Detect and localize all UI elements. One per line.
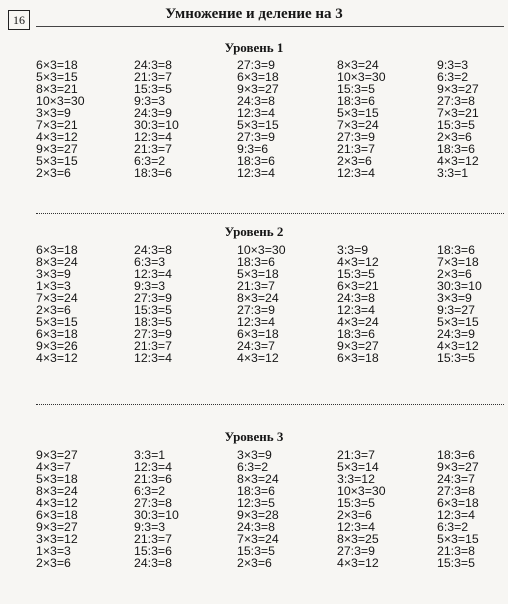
exercise: 8×3=24 [36,255,78,269]
exercise: 5×3=15 [437,315,479,329]
exercise: 24:3=8 [237,520,275,534]
level-1-title: Уровень 1 [224,40,284,55]
exercise: 9×3=28 [237,508,279,522]
exercise: 21:3=7 [134,532,172,546]
exercise: 9×3=27 [337,339,379,353]
exercise: 3:3=1 [134,448,166,462]
exercise: 6×3=18 [36,58,78,72]
exercise: 4×3=12 [36,351,78,365]
level-2-column-3 [237,244,337,364]
exercise: 24:3=8 [237,94,275,108]
exercise: 7×3=24 [36,291,78,305]
exercise: 7×3=21 [36,118,78,132]
exercise: 15:3=5 [337,82,375,96]
exercise: 9×3=27 [237,82,279,96]
section-divider [36,404,504,405]
exercise: 12:3=4 [134,351,172,365]
exercise: 4×3=12 [437,339,479,353]
exercise: 9×3=27 [437,82,479,96]
level-1-column-2 [134,59,237,179]
exercise: 24:3=8 [134,58,172,72]
exercise: 21:3=8 [437,544,475,558]
exercise: 18:3=6 [337,94,375,108]
exercise: 10×3=30 [36,94,85,108]
level-2-column-5 [437,244,498,364]
exercise: 30:3=10 [437,279,482,293]
exercise: 2×3=6 [337,508,372,522]
exercise: 12:3=4 [337,520,375,534]
exercise: 15:3=5 [437,351,475,365]
exercise: 1×3=3 [36,544,71,558]
exercise: 6×3=18 [337,351,379,365]
exercise: 8×3=21 [36,82,78,96]
exercise: 9×3=26 [36,339,78,353]
exercise: 6:3=2 [134,154,166,168]
exercise: 27:3=9 [237,58,275,72]
exercise: 3:3=1 [437,166,469,180]
level-2-column-1 [36,244,134,364]
exercise: 6:3=2 [437,70,469,84]
exercise: 1×3=3 [36,279,71,293]
exercise: 6:3=3 [134,255,166,269]
level-2-column-4 [337,244,437,364]
exercise: 27:3=9 [134,327,172,341]
exercise: 2×3=6 [437,267,472,281]
exercise: 12:3=4 [134,130,172,144]
exercise: 2×3=6 [337,154,372,168]
exercise: 15:3=5 [237,544,275,558]
exercise: 12:3=4 [134,460,172,474]
exercise: 27:3=9 [337,130,375,144]
exercise: 2×3=6 [437,130,472,144]
exercise: 24:3=9 [437,327,475,341]
exercise: 18:3=6 [237,484,275,498]
exercise: 6×3=18 [237,327,279,341]
exercise: 3×3=9 [36,267,71,281]
exercise: 3×3=9 [36,106,71,120]
exercise: 4×3=12 [337,255,379,269]
exercise: 27:3=8 [437,484,475,498]
exercise: 5×3=18 [237,267,279,281]
exercise: 5×3=15 [337,106,379,120]
exercise: 27:3=9 [337,544,375,558]
exercise: 4×3=24 [337,315,379,329]
exercise: 4×3=12 [337,556,379,570]
exercise: 3:3=9 [337,243,369,257]
exercise: 18:3=5 [134,315,172,329]
exercise: 7×3=18 [437,255,479,269]
exercise: 6:3=2 [134,484,166,498]
exercise: 9:3=27 [437,303,475,317]
exercise: 15:3=5 [337,267,375,281]
level-2-title: Уровень 2 [224,224,284,239]
exercise: 2×3=6 [36,556,71,570]
page-title: Умножение и деление на 3 [165,6,343,22]
exercise: 12:3=4 [134,267,172,281]
exercise: 5×3=15 [36,154,78,168]
exercise: 27:3=9 [237,130,275,144]
exercise: 9×3=27 [36,142,78,156]
exercise: 3:3=12 [337,472,375,486]
exercise: 8×3=24 [237,291,279,305]
exercise: 15:3=5 [437,556,475,570]
exercise: 15:3=5 [134,82,172,96]
level-3-column-3 [237,449,337,569]
exercise: 5×3=15 [36,70,78,84]
exercise: 6:3=2 [237,460,269,474]
level-1-column-3 [237,59,337,179]
level-1-exercises [36,59,498,179]
exercise: 5×3=14 [337,460,379,474]
exercise: 18:3=6 [437,448,475,462]
level-3-column-5 [437,449,498,569]
title-rule [36,26,504,27]
exercise: 3×3=9 [237,448,272,462]
level-1-column-4 [337,59,437,179]
exercise: 15:3=5 [337,496,375,510]
exercise: 12:3=5 [237,496,275,510]
level-3-column-2 [134,449,237,569]
exercise: 24:3=7 [437,472,475,486]
exercise: 7×3=21 [437,106,479,120]
exercise: 27:3=8 [134,496,172,510]
level-3-title: Уровень 3 [224,429,284,444]
exercise: 15:3=6 [134,544,172,558]
exercise: 7×3=24 [337,118,379,132]
exercise: 12:3=4 [237,166,275,180]
exercise: 18:3=6 [237,255,275,269]
exercise: 2×3=6 [36,303,71,317]
exercise: 10×3=30 [337,70,386,84]
exercise: 2×3=6 [36,166,71,180]
exercise: 9:3=6 [237,142,269,156]
exercise: 18:3=6 [437,142,475,156]
exercise: 6×3=18 [36,327,78,341]
exercise: 6×3=18 [237,70,279,84]
exercise: 3×3=12 [36,532,78,546]
level-2-column-2 [134,244,237,364]
exercise: 24:3=8 [337,291,375,305]
level-3-exercises [36,449,498,569]
exercise: 18:3=6 [237,154,275,168]
exercise: 9:3=3 [437,58,469,72]
exercise: 27:3=9 [134,291,172,305]
exercise: 5×3=15 [437,532,479,546]
exercise: 24:3=8 [134,243,172,257]
exercise: 5×3=18 [36,472,78,486]
section-divider [36,213,504,214]
exercise: 21:3=7 [134,339,172,353]
exercise: 18:3=6 [437,243,475,257]
page-number: 16 [8,10,30,30]
exercise: 21:3=7 [337,448,375,462]
exercise: 8×3=24 [337,58,379,72]
exercise: 2×3=6 [237,556,272,570]
exercise: 24:3=9 [134,106,172,120]
exercise: 30:3=10 [134,118,179,132]
exercise: 8×3=24 [36,484,78,498]
exercise: 8×3=24 [237,472,279,486]
exercise: 8×3=25 [337,532,379,546]
exercise: 10×3=30 [237,243,286,257]
exercise: 6×3=21 [337,279,379,293]
exercise: 12:3=4 [237,315,275,329]
exercise: 15:3=5 [437,118,475,132]
exercise: 6:3=2 [437,520,469,534]
level-1-column-1 [36,59,134,179]
exercise: 4×3=7 [36,460,71,474]
exercise: 9×3=27 [36,448,78,462]
exercise: 12:3=4 [337,166,375,180]
exercise: 6×3=18 [36,508,78,522]
exercise: 21:3=7 [134,142,172,156]
exercise: 18:3=6 [337,327,375,341]
exercise: 6×3=18 [36,243,78,257]
exercise: 21:3=7 [237,279,275,293]
level-3-column-4 [337,449,437,569]
exercise: 9:3=3 [134,94,166,108]
exercise: 18:3=6 [134,166,172,180]
exercise: 4×3=12 [437,154,479,168]
exercise: 24:3=7 [237,339,275,353]
exercise: 27:3=8 [437,94,475,108]
exercise: 4×3=12 [36,496,78,510]
exercise: 12:3=4 [437,508,475,522]
exercise: 21:3=6 [134,472,172,486]
exercise: 15:3=5 [134,303,172,317]
exercise: 5×3=15 [36,315,78,329]
exercise: 30:3=10 [134,508,179,522]
exercise: 6×3=18 [437,496,479,510]
exercise: 12:3=4 [237,106,275,120]
exercise: 21:3=7 [337,142,375,156]
exercise: 7×3=24 [237,532,279,546]
exercise: 4×3=12 [237,351,279,365]
exercise: 9:3=3 [134,520,166,534]
exercise: 24:3=8 [134,556,172,570]
exercise: 12:3=4 [337,303,375,317]
exercise: 3×3=9 [437,291,472,305]
level-2-exercises [36,244,498,364]
exercise: 9×3=27 [36,520,78,534]
level-1-column-5 [437,59,498,179]
exercise: 4×3=12 [36,130,78,144]
exercise: 27:3=9 [237,303,275,317]
exercise: 21:3=7 [134,70,172,84]
exercise: 5×3=15 [237,118,279,132]
exercise: 9:3=3 [134,279,166,293]
level-3-column-1 [36,449,134,569]
exercise: 9×3=27 [437,460,479,474]
exercise: 10×3=30 [337,484,386,498]
